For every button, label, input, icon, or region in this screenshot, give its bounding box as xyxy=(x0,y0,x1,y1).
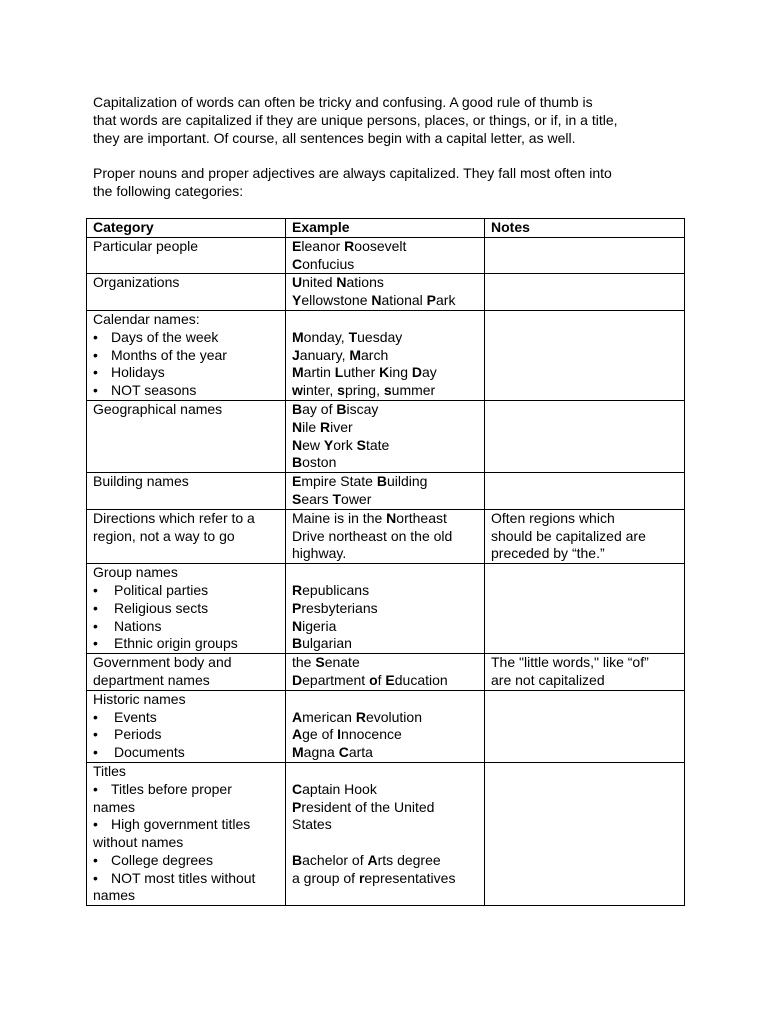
category-line: • Documents xyxy=(93,744,185,761)
example-cell xyxy=(286,509,485,563)
notes-cell xyxy=(485,310,685,400)
bullet-icon: • xyxy=(93,744,98,761)
table-row xyxy=(87,237,685,274)
category-cell xyxy=(87,237,286,274)
paragraph-line: the following categories: xyxy=(93,182,244,199)
table-row xyxy=(87,690,685,762)
table-row xyxy=(87,310,685,400)
header-category: Category xyxy=(87,219,286,238)
bullet-icon: • xyxy=(93,726,98,743)
table-header-row xyxy=(87,219,685,238)
example-cell xyxy=(286,310,485,400)
category-line: Building names xyxy=(93,473,189,490)
example-line xyxy=(292,887,484,905)
example-line: Eleanor Roosevelt xyxy=(292,237,407,254)
bullet-icon: • xyxy=(93,780,98,797)
notes-cell xyxy=(485,654,685,691)
notes-cell xyxy=(485,237,685,274)
notes-cell xyxy=(485,564,685,654)
example-line: Bachelor of Arts degree xyxy=(292,851,441,868)
category-line: names xyxy=(93,798,136,815)
example-line xyxy=(292,311,484,329)
bullet-icon: • xyxy=(93,816,98,833)
example-line: Sears Tower xyxy=(292,490,372,507)
category-cell xyxy=(87,654,286,691)
category-line: department names xyxy=(93,671,210,688)
example-line: Nile River xyxy=(292,418,353,435)
example-line xyxy=(292,834,484,852)
example-line: Drive northeast on the old xyxy=(292,527,453,544)
example-line: Yellowstone National Park xyxy=(292,292,456,309)
notes-cell xyxy=(485,400,685,472)
example-cell xyxy=(286,654,485,691)
category-line: • Months of the year xyxy=(93,346,227,363)
example-line xyxy=(292,564,484,582)
example-line: New York State xyxy=(292,436,390,453)
bullet-icon: • xyxy=(93,382,98,399)
example-cell xyxy=(286,690,485,762)
example-line xyxy=(292,763,484,781)
table-row xyxy=(87,509,685,563)
category-line: • NOT most titles without xyxy=(93,869,256,886)
notes-line: Often regions which xyxy=(491,509,615,526)
bullet-icon: • xyxy=(93,617,98,634)
paragraph-line: Proper nouns and proper adjectives are always capitalized. They fall most often into xyxy=(93,165,612,181)
example-line: Presbyterians xyxy=(292,599,378,616)
example-line: Confucius xyxy=(292,255,355,272)
notes-cell xyxy=(485,762,685,905)
example-line: highway. xyxy=(292,545,347,562)
category-cell xyxy=(87,690,286,762)
category-line: Geographical names xyxy=(93,400,223,417)
notes-line: should be capitalized are xyxy=(491,527,646,544)
example-line: winter, spring, summer xyxy=(292,382,436,399)
category-line: • Periods xyxy=(93,726,162,743)
bullet-icon: • xyxy=(93,346,98,363)
example-line: Magna Carta xyxy=(292,744,373,761)
example-line: American Revolution xyxy=(292,708,422,725)
category-line: • Nations xyxy=(93,617,162,634)
bullet-icon: • xyxy=(93,869,98,886)
table-row xyxy=(87,473,685,510)
capitalization-table xyxy=(86,218,685,906)
category-line: names xyxy=(93,887,136,904)
bullet-icon: • xyxy=(93,328,98,345)
category-line: region, not a way to go xyxy=(93,527,235,544)
table-row xyxy=(87,274,685,311)
example-line: Department of Education xyxy=(292,671,448,688)
example-line: Martin Luther King Day xyxy=(292,364,437,381)
notes-line: are not capitalized xyxy=(491,671,605,688)
category-line: Government body and xyxy=(93,654,232,671)
example-cell xyxy=(286,564,485,654)
example-line: the Senate xyxy=(292,654,360,671)
bullet-icon: • xyxy=(93,635,98,652)
bullet-icon: • xyxy=(93,708,98,725)
example-line: Empire State Building xyxy=(292,473,428,490)
category-line: Organizations xyxy=(93,274,180,291)
intro-paragraph-1 xyxy=(93,94,685,147)
category-cell xyxy=(87,310,286,400)
bullet-icon: • xyxy=(93,364,98,381)
category-line: • Ethnic origin groups xyxy=(93,635,238,652)
category-line: Calendar names: xyxy=(93,310,200,327)
paragraph-line: Capitalization of words can often be tricky and confusing. A good rule of thumb is xyxy=(93,94,593,110)
category-line: Group names xyxy=(93,564,178,581)
category-line: • Titles before proper xyxy=(93,780,232,797)
example-line: Bulgarian xyxy=(292,635,352,652)
category-line: • Political parties xyxy=(93,581,209,598)
category-line: Particular people xyxy=(93,237,199,254)
example-cell xyxy=(286,762,485,905)
header-notes: Notes xyxy=(485,219,685,238)
category-line: Historic names xyxy=(93,690,186,707)
category-line: • College degrees xyxy=(93,851,213,868)
bullet-icon: • xyxy=(93,581,98,598)
category-cell xyxy=(87,762,286,905)
table-row xyxy=(87,564,685,654)
category-cell xyxy=(87,473,286,510)
example-line: Nigeria xyxy=(292,617,337,634)
notes-line: preceded by “the.” xyxy=(491,545,605,562)
example-line: Monday, Tuesday xyxy=(292,328,403,345)
category-cell xyxy=(87,400,286,472)
category-line: without names xyxy=(93,834,184,851)
category-line: • Holidays xyxy=(93,364,165,381)
category-line: • NOT seasons xyxy=(93,382,197,399)
category-line: • High government titles xyxy=(93,816,251,833)
example-line: States xyxy=(292,816,332,833)
example-line: Boston xyxy=(292,454,337,471)
category-line: • Days of the week xyxy=(93,328,219,345)
notes-cell xyxy=(485,473,685,510)
paragraph-line: that words are capitalized if they are unique persons, places, or things, or if, in a title, xyxy=(93,111,618,128)
notes-cell xyxy=(485,274,685,311)
example-cell xyxy=(286,237,485,274)
category-cell xyxy=(87,509,286,563)
header-example: Example xyxy=(286,219,485,238)
example-line: January, March xyxy=(292,346,389,363)
bullet-icon: • xyxy=(93,851,98,868)
notes-cell xyxy=(485,509,685,563)
table-row xyxy=(87,762,685,905)
example-line: Bay of Biscay xyxy=(292,400,379,417)
bullet-icon: • xyxy=(93,599,98,616)
category-line: Directions which refer to a xyxy=(93,509,255,526)
notes-cell xyxy=(485,690,685,762)
example-line: Age of Innocence xyxy=(292,726,402,743)
example-line: Maine is in the Northeast xyxy=(292,509,447,526)
example-line: Republicans xyxy=(292,581,370,598)
example-cell xyxy=(286,274,485,311)
table-row xyxy=(87,400,685,472)
example-cell xyxy=(286,473,485,510)
category-cell xyxy=(87,274,286,311)
table-row xyxy=(87,654,685,691)
example-cell xyxy=(286,400,485,472)
category-line: Titles xyxy=(93,762,126,779)
notes-line: The "little words," like “of” xyxy=(491,654,649,671)
category-line: • Religious sects xyxy=(93,599,209,616)
example-line: a group of representatives xyxy=(292,869,456,886)
category-line: • Events xyxy=(93,708,157,725)
example-line: Captain Hook xyxy=(292,780,377,797)
intro-paragraph-2 xyxy=(93,165,685,201)
example-line xyxy=(292,691,484,709)
paragraph-line: they are important. Of course, all sentences begin with a capital letter, as well. xyxy=(93,129,576,146)
example-line: United Nations xyxy=(292,274,384,291)
example-line: President of the United xyxy=(292,798,435,815)
category-cell xyxy=(87,564,286,654)
